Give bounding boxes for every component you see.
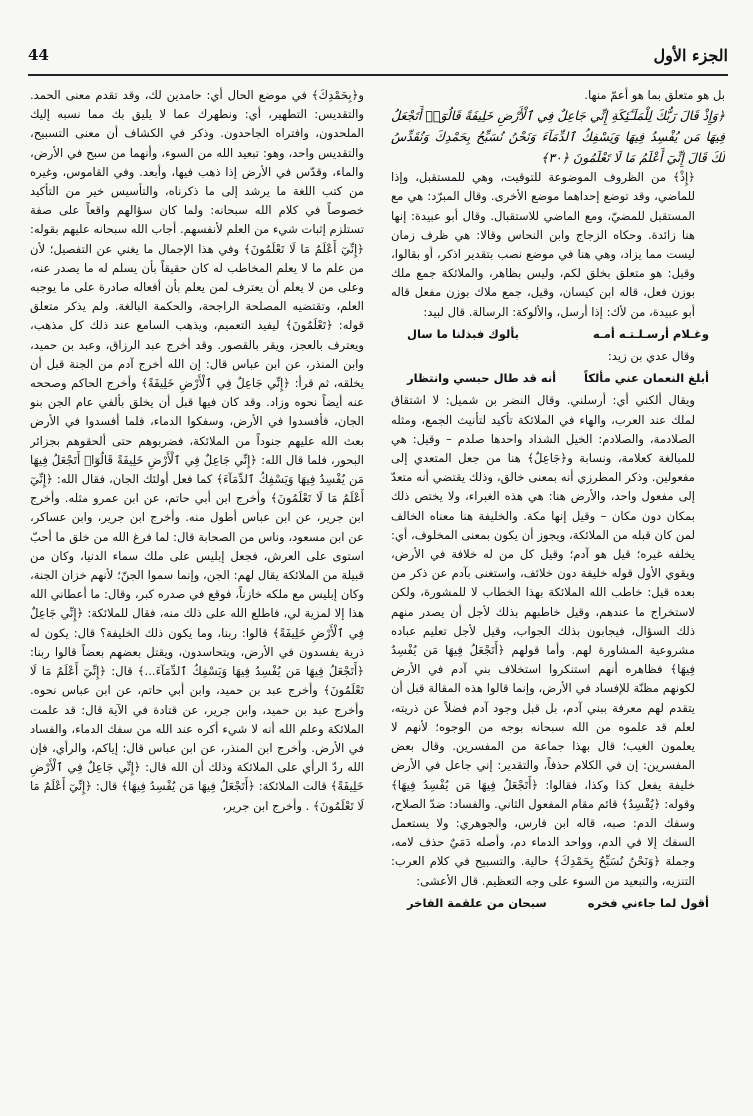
poem-hemistich-first: أبلغ النعمان عني مألكاً — [583, 371, 709, 386]
page-header — [28, 40, 728, 76]
poem-hemistich-second: بألوك فبذلنا ما سال — [407, 326, 519, 341]
poem-line — [391, 369, 725, 388]
paragraph: ﴿إِذْ﴾ من الظروف الموضوعة للتوقيت، وهي للمستقبل، وإذا للماضي، وقد توضع إحداهما موضع الأخرى. وقال المبرّد: هي مع المستقبل للمضيّ، ومع الماضي للاستقبال. وقال أبو عبيدة: إنها هنا زائدة. وحكاه الزجاج وابن النحاس وقالا: هي ظرف زمان ليست مما يزاد، وهي هنا في موضع نصب بتقدير اذكر، أو بقالوا، وقيل: هو متعلق بخلق لكم، وليس بظاهر، والملائكة جمع ملك بوزن فعل، قاله ابن كيسان، وقيل، جمع ملاك بوزن مفعل قاله أبو عبيدة، من لأك: إذا أرسل، والألوكة: الرسالة. قال لبيد: — [391, 170, 695, 319]
poem-line — [391, 894, 725, 913]
quran-verse: ﴿وَإِذْ قَالَ رَبُّكَ لِلْمَلَـٰٓئِكَةِ إِنِّي جَاعِلٌ فِي ٱلْأَرْضِ خَلِيفَةً قَالُوٓا۟ أَتَجْعَلُ فِيهَا مَن يُفْسِدُ فِيهَا وَيَسْفِكُ ٱلدِّمَآءَ وَنَحْنُ نُسَبِّحُ بِحَمْدِكَ وَنُقَدِّسُ لَكَ قَالَ إِنِّيٓ أَعْلَمُ مَا لَا تَعْلَمُونَ ﴿٣٠﴾ — [391, 108, 725, 166]
poem-hemistich-second: سبحان من علقمة الفاخر — [407, 895, 547, 910]
paragraph: و﴿بِحَمْدِكَ﴾ في موضع الحال أي: حامدين لك، وقد تقدم معنى الحمد. والتقديس: التطهير، أي: ونطهرك عما لا يليق بك مما نسبه إليك الملحدون، وافتراه الجاحدون. وذكر في الكشاف أن معنى التسبيح، والتقديس واحد، وهو: تبعيد الله من السوء، وأنهما من سبح في الأرض، والماء، وقدّس في الأرض إذا ذهب فيها، وأبعد. وفي القاموس، وغيره من كتب اللغة ما يرشد إلى ما ذكرناه، والتأسيس خير من التأكيد خصوصاً في كلام الله سبحانه: ولما كان سؤالهم واقعاً على صفة تستلزم إثبات شيء من العلم لأنفسهم. أجاب الله سبحانه عليهم بقوله: ﴿إِنِّيٓ أَعْلَمُ مَا لَا تَعْلَمُونَ﴾ وفي هذا الإجمال ما يغني عن التفصيل؛ لأن من علم ما لا يعلم المخاطب له كان حقيقاً بأن يسلم له ما يصدر عنه، وعلى من لا يعلم أن يعترف لمن يعلم بأن أفعاله صادرة على ما يوجبه العلم، وتقتضيه المصلحة الراجحة، والحكمة البالغة. ولم يذكر متعلق قوله: ﴿تَعْلَمُونَ﴾ ليفيد التعميم، ويذهب السامع عند ذلك كل مذهب، ويعترف بالعجز، ويقر بالقصور. وقد أخرج عبد الرزاق، وعبد بن حميد، وابن المنذر، عن ابن عباس قال: إن الله أخرج آدم من الجنة قبل أن يخلقه، ثم قرأ: ﴿إِنِّي جَاعِلٌ فِي ٱلْأَرْضِ خَلِيفَةً﴾ وأخرج الحاكم وصححه عنه أيضاً نحوه وزاد. وقد كان فيها قبل أن يخلق بألفي عام الجن بنو الجان، فأفسدوا في الأرض، وسفكوا الدماء، فلما أفسدوا في الأرض بعث الله عليهم جنوداً من الملائكة، فضربوهم حتى ألحقوهم بجزائر البحور، فلما قال الله: ﴿إِنِّي جَاعِلٌ فِي ٱلْأَرْضِ خَلِيفَةً قَالُوٓا۟ أَتَجْعَلُ فِيهَا مَن يُفْسِدُ فِيهَا وَيَسْفِكُ ٱلدِّمَآءَ﴾ كما فعل أولئك الجان، فقال الله: ﴿إِنِّيٓ أَعْلَمُ مَا لَا تَعْلَمُونَ﴾ وأخرج ابن أبي حاتم، عن ابن عمرو مثله. وأخرج ابن جرير، عن ابن عباس أطول منه. وأخرج ابن جرير، وابن عساكر، عن ابن مسعود، وناس من الصحابة قال: لما فرغ الله من خلق ما أحبّ استوى على العرش، فجعل إبليس على ملك سماء الدنيا، وكان من قبيلة من الملائكة يقال لهم: الجن، وإنما سموا الجنّ؛ لأنهم خزان الجنة، وكان إبليس مع ملكه خازناً، فوقع في صدره كبر، وقال: ما أعطاني الله هذا إلا لمزية لي، فاطلع الله على ذلك منه، فقال للملائكة: ﴿إِنِّي جَاعِلٌ فِي ٱلْأَرْضِ خَلِيفَةً﴾ قالوا: ربنا، وما يكون ذلك الخليفة؟ قال: يكون له ذرية يفسدون في الأرض، ويتحاسدون، ويقتل بعضهم بعضاً قالوا ربنا: ﴿أَتَجْعَلُ فِيهَا مَن يُفْسِدُ فِيهَا وَيَسْفِكُ ٱلدِّمَآءَ...﴾ قال: ﴿إِنِّيٓ أَعْلَمُ مَا لَا تَعْلَمُونَ﴾ وأخرج عبد بن حميد، وابن أبي حاتم، عن ابن عباس نحوه. وأخرج عبد بن حميد، وابن جرير، عن قتادة في الآية قال: قد علمت الملائكة وعلم الله أنه لا شيء أكره عند الله من سفك الدماء، والفساد في الأرض. وأخرج ابن المنذر، عن ابن عباس قال: إياكم، والرأي، فإن الله ردّ الرأي على الملائكة وذلك أن الله قال: ﴿إِنِّي جَاعِلٌ فِي ٱلْأَرْضِ خَلِيفَةً﴾ قالت الملائكة: ﴿أَتَجْعَلُ فِيهَا مَن يُفْسِدُ فِيهَا﴾ قال: ﴿إِنِّيٓ أَعْلَمُ مَا لَا تَعْلَمُونَ﴾ . وأخرج ابن جرير، — [30, 88, 364, 813]
poem-hemistich-second: أنه قد طال حبسي وانتظار — [407, 371, 557, 386]
poem-hemistich-first: وغـلام أرسـلـتـه أمـه — [592, 326, 709, 341]
poem-line — [391, 325, 725, 344]
paragraph: وقال عدي بن زيد: — [607, 349, 695, 364]
poem-hemistich-first: أقول لما جاءني فخره — [587, 895, 709, 910]
left-column — [30, 86, 364, 1086]
paragraph: ويقال ألكني أي: أرسلني. وقال النضر بن شميل: لا اشتقاق لملك عند العرب، والهاء في الملائكة تأكيد لتأنيث الجمع، ومثله الصلادمة، والصلادم: الخيل الشداد واحدها صلدم – وقيل: هي للمبالغة كعلامة، ونسابة و﴿جَاعِلٌ﴾ هنا من جعل المتعدي إلى مفعولين. وذكر المطرزي أنه بمعنى خالق، وذلك يقتضي أنه متعدّ إلى مفعول واحد، والأرض هنا: هي هذه الغبراء، ولا يختص ذلك بمكان دون مكان – وقيل إنها مكة. والخليفة هنا معناه الخالف لمن كان قبله من الملائكة، ويجوز أن يكون بمعنى المخلوف، أي: يخلفه غيره؛ قيل هو آدم؛ وقيل كل من له خلافة في الأرض، ويقوي الأول قوله خليفة دون خلائف، واستغنى بآدم عن ذكر من بعده قيل: خاطب الله الملائكة بهذا الخطاب لا للمشورة، ولكن لاستخراج ما عندهم، وقيل خاطبهم بذلك لأجل أن يصدر منهم ذلك السؤال، فيجابون بذلك الجواب، وقيل لأجل تعليم عباده مشروعية المشاورة لهم. وأما قولهم ﴿أَتَجْعَلُ فِيهَا مَن يُفْسِدُ فِيهَا﴾ فظاهره أنهم استنكروا استخلاف بني آدم في الأرض لكونهم مظنّة للإفساد في الأرض، وإنما قالوا هذه المقالة قبل أن يتقدم لهم معرفة ببني آدم، بل قبل وجود آدم فضلاً عن ذريته، لعلم قد علموه من الله سبحانه بوجه من الوجوه؛ لأنهم لا يعلمون الغيب؛ قال بهذا جماعة من المفسرين. وقال بعض المفسرين: إن في الكلام حذفاً، والتقدير: إني جاعل في الأرض خليفة يفعل كذا وكذا، فقالوا: ﴿أَتَجْعَلُ فِيهَا مَن يُفْسِدُ فِيهَا﴾ وقوله: ﴿يُفْسِدُ﴾ قائم مقام المفعول الثاني. والفساد: ضدّ الصلاح، وسفك الدم: صبه، قاله ابن فارس، والجوهري: ولا يستعمل السفك إلا في الدم، وواحد الدماء دم، وأصله دَمَيٌ حذف لامه، وجملة ﴿وَنَحْنُ نُسَبِّحُ بِحَمْدِكَ﴾ حالية. والتسبيح في كلام العرب: التنزيه، والتبعيد من السوء على وجه التعظيم. قال الأعشى: — [391, 393, 695, 888]
right-column — [391, 86, 725, 1086]
running-title: الجزء الأول — [653, 46, 728, 65]
intro-line: بل هو متعلق بما هو أعمّ منها. — [584, 88, 725, 102]
page-number: 44 — [28, 46, 49, 64]
